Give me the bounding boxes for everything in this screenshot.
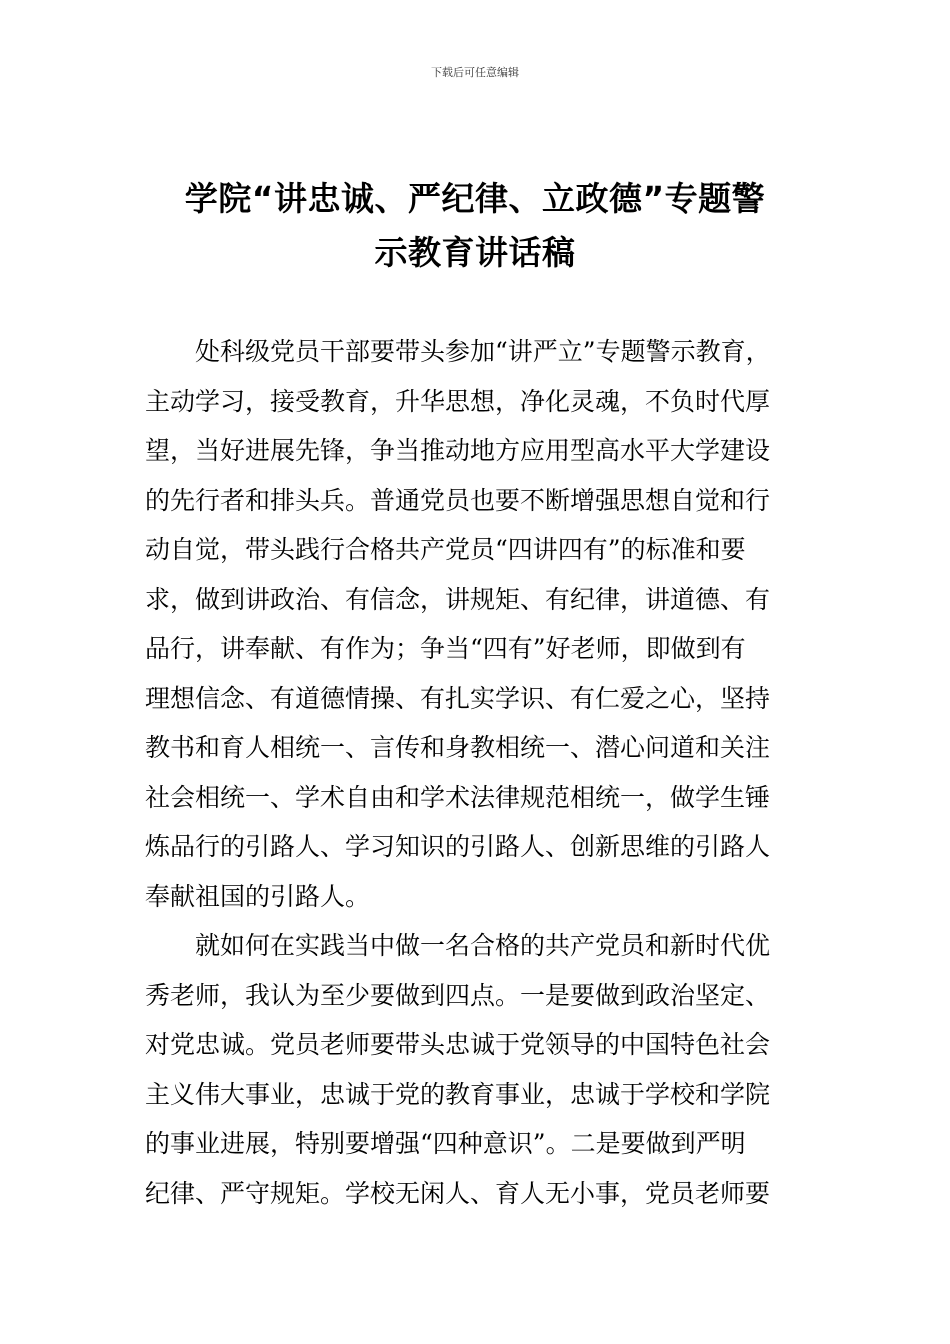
text-line: 炼品行的引路人、学习知识的引路人、创新思维的引路人 bbox=[145, 832, 771, 861]
text-line: 处科级党员干部要带头参加“讲严立”专题警示教育， bbox=[195, 337, 771, 366]
text-line: 主义伟大事业，忠诚于党的教育事业，忠诚于学校和学院 bbox=[145, 1079, 771, 1109]
text-line: 理想信念、有道德情操、有扎实学识、有仁爱之心，坚持 bbox=[145, 683, 771, 713]
text-line: 品行，讲奉献、有作为；争当“四有”好老师，即做到有 bbox=[145, 634, 746, 663]
text-line: 纪律、严守规矩。学校无闲人、育人无小事，党员老师要 bbox=[145, 1178, 771, 1208]
document-title bbox=[120, 172, 830, 280]
paragraph-1 bbox=[145, 327, 815, 921]
paragraph-2 bbox=[145, 921, 815, 1218]
text-line: 的事业进展，特别要增强“四种意识”。二是要做到严明 bbox=[145, 1129, 746, 1158]
text-line: 教书和育人相统一、言传和身教相统一、潜心问道和关注 bbox=[145, 733, 771, 762]
text-line: 秀老师，我认为至少要做到四点。一是要做到政治坚定、 bbox=[145, 980, 771, 1010]
text-line: 望，当好进展先锋，争当推动地方应用型高水平大学建设 bbox=[145, 436, 771, 465]
text-line: 社会相统一、学术自由和学术法律规范相统一，做学生锤 bbox=[145, 782, 771, 812]
text-line: 主动学习，接受教育，升华思想，净化灵魂，不负时代厚 bbox=[145, 386, 771, 416]
text-line: 的先行者和排头兵。普通党员也要不断增强思想自觉和行 bbox=[145, 485, 771, 515]
text-line: 奉献祖国的引路人。 bbox=[145, 881, 371, 911]
text-line: 就如何在实践当中做一名合格的共产党员和新时代优 bbox=[195, 931, 771, 960]
text-line: 对党忠诚。党员老师要带头忠诚于党领导的中国特色社会 bbox=[145, 1030, 771, 1059]
title-line-1: 学院“讲忠诚、严纪律、立政德”专题警 bbox=[184, 179, 766, 218]
title-line-2: 示教育讲话稿 bbox=[374, 233, 576, 272]
document-body bbox=[145, 327, 815, 1218]
text-line: 动自觉，带头践行合格共产党员“四讲四有”的标准和要 bbox=[145, 535, 746, 564]
text-line: 求，做到讲政治、有信念，讲规矩、有纪律，讲道德、有 bbox=[145, 584, 771, 614]
header-note: 下载后可任意编辑 bbox=[431, 66, 519, 79]
